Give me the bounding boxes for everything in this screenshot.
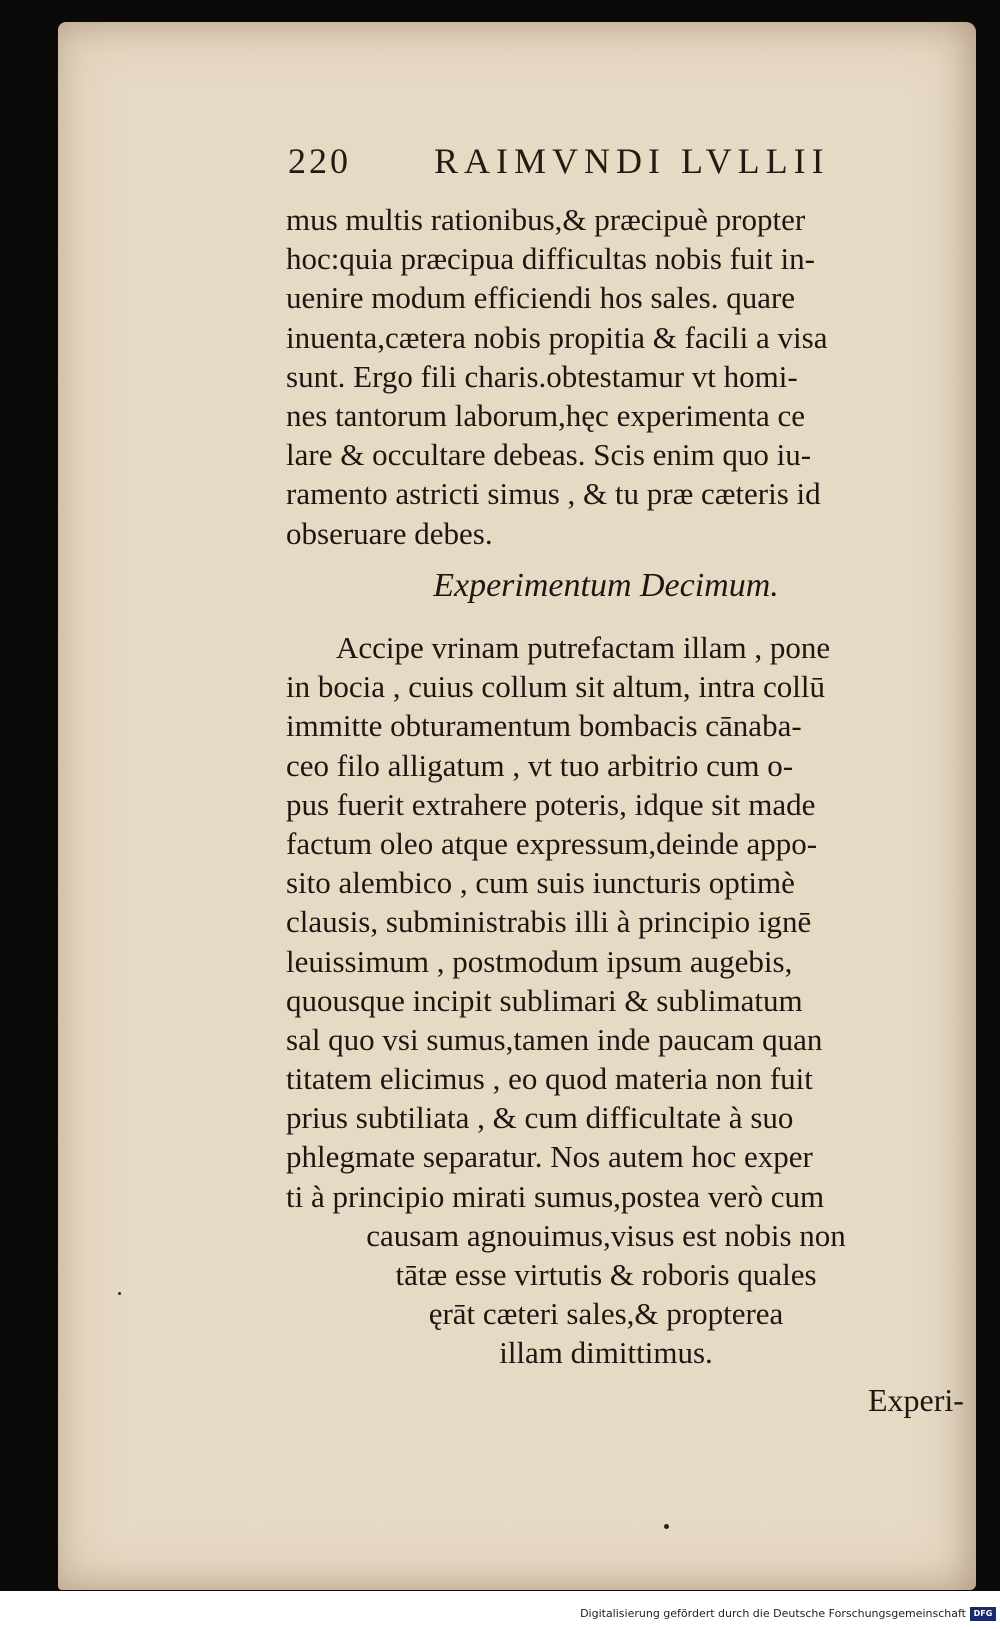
text-line: leuissimum , postmodum ipsum augebis,	[286, 943, 793, 979]
running-head	[288, 140, 938, 190]
text-line: immitte obturamentum bombacis cānaba-	[286, 708, 802, 744]
ink-speck	[664, 1524, 669, 1529]
funding-notice: Digitalisierung gefördert durch die Deutsche Forschungsgemeinschaft	[580, 1607, 966, 1620]
footer-bar	[0, 1591, 1000, 1629]
page-number: 220	[288, 141, 351, 181]
text-line: inuenta,cætera nobis propitia & facili a visa	[286, 319, 828, 355]
text-line: Accipe vrinam putrefactam illam , pone	[336, 630, 831, 665]
text-line: sal quo vsi sumus,tamen inde paucam quan	[286, 1021, 823, 1057]
text-line: ęrāt cæteri sales,& propterea	[428, 1296, 784, 1332]
text-line: ti à principio mirati sumus,postea verò cum	[286, 1178, 825, 1214]
text-line: nes tantorum laborum,hęc experimenta ce	[286, 397, 806, 433]
text-line: uenire modum efficiendi hos sales. quare	[286, 280, 796, 316]
ink-speck	[118, 1292, 121, 1295]
paragraph-body	[286, 628, 966, 1373]
book-page	[58, 22, 976, 1590]
text-line: sunt. Ergo fili charis.obtestamur vt homi-	[286, 358, 798, 394]
text-block	[286, 200, 966, 1371]
dfg-logo-icon: DFG	[970, 1607, 996, 1621]
paragraph-top	[286, 200, 966, 553]
text-line: phlegmate separatur. Nos autem hoc exper	[286, 1139, 813, 1175]
text-line: sito alembico , cum suis iuncturis optimè	[286, 865, 795, 901]
text-line: lare & occultare debeas. Scis enim quo iu-	[286, 437, 812, 473]
text-line: mus multis rationibus,& præcipuè propter	[286, 202, 806, 237]
running-title: RAIMVNDI LVLLII	[434, 141, 830, 181]
text-line: factum oleo atque expressum,deinde appo-	[286, 825, 818, 861]
text-line: obseruare debes.	[286, 515, 493, 551]
text-line: ramento astricti simus , & tu præ cæteris id	[286, 476, 821, 512]
text-line: titatem elicimus , eo quod materia non fuit	[286, 1061, 813, 1097]
text-line: quousque incipit sublimari & sublimatum	[286, 982, 803, 1018]
text-line: causam agnouimus,visus est nobis non	[366, 1217, 846, 1253]
text-line: tātæ esse virtutis & roboris quales	[395, 1257, 817, 1292]
section-heading: Experimentum Decimum.	[433, 567, 779, 604]
text-line: prius subtiliata , & cum difficultate à suo	[286, 1100, 794, 1136]
catchword: Experi-	[868, 1382, 964, 1418]
text-line: ceo filo alligatum , vt tuo arbitrio cum o-	[286, 747, 794, 783]
text-line: in bocia , cuius collum sit altum, intra collū	[286, 669, 825, 705]
text-line: illam dimittimus.	[499, 1335, 713, 1371]
text-line: pus fuerit extrahere poteris, idque sit made	[286, 786, 816, 822]
text-line: clausis, subministrabis illi à principio ignē	[286, 904, 812, 940]
text-line: hoc:quia præcipua difficultas nobis fuit in-	[286, 241, 815, 277]
